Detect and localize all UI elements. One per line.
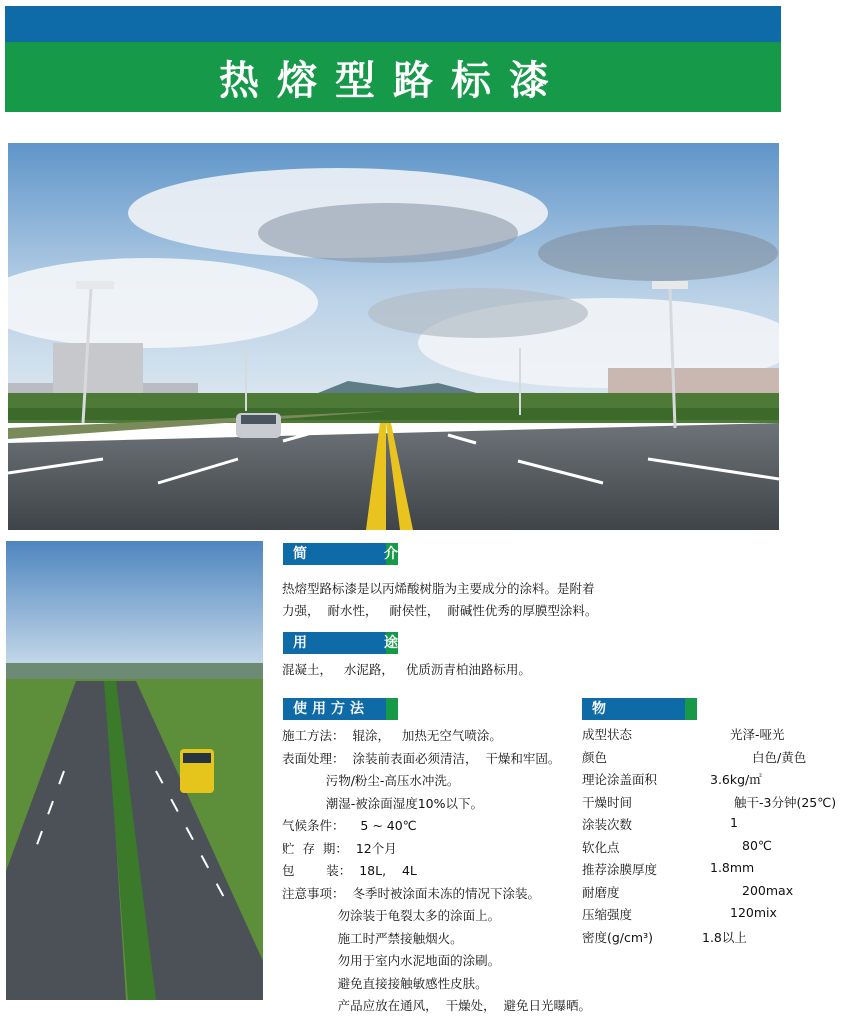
prop-value: 光泽-哑光 — [730, 727, 785, 742]
props-row — [582, 905, 832, 928]
method-line: 潮湿-被涂面湿度10%以下。 — [282, 795, 484, 811]
props-row — [582, 770, 832, 793]
prop-key: 压缩强度 — [582, 907, 633, 922]
prop-value: 触干-3分钟(25℃) — [734, 794, 837, 810]
method-line: 污物/粉尘-高压水冲洗。 — [282, 773, 460, 788]
prop-key: 涂装次数 — [582, 817, 633, 832]
method-line: 勿涂装于龟裂太多的涂面上。 — [282, 908, 501, 923]
props-table — [582, 725, 837, 950]
method-list — [282, 725, 591, 1018]
method-line: 产品应放在通风， 干燥处， 避免日光曝晒。 — [282, 998, 592, 1013]
intro-heading-tail: 介 — [384, 546, 398, 562]
method-line: 贮 存 期： 12个月 — [282, 840, 397, 856]
prop-value: 200max — [742, 882, 794, 898]
intro-heading-label: 简 — [293, 546, 307, 562]
usage-heading-tail: 途 — [384, 635, 398, 651]
usage-heading — [283, 632, 398, 654]
method-line: 施工时严禁接触烟火。 — [282, 930, 463, 946]
props-heading-label: 物 — [592, 701, 606, 717]
props-row — [582, 838, 832, 861]
props-heading — [582, 698, 697, 720]
intro-text-2: 力强， 耐水性， 耐侯性， 耐碱性优秀的厚膜型涂料。 — [282, 603, 598, 618]
prop-key: 软化点 — [582, 839, 620, 855]
props-row — [582, 748, 832, 771]
method-line: 注意事项： 冬季时被涂面未冻的情况下涂装。 — [282, 885, 540, 901]
prop-value: 1 — [730, 815, 738, 830]
prop-value: 3.6kg/㎡ — [710, 772, 762, 787]
intro-heading — [283, 543, 398, 565]
props-row — [582, 793, 837, 816]
method-line: 气候条件： 5 ~ 40℃ — [282, 818, 417, 833]
method-line: 施工方法： 辊涂， 加热无空气喷涂。 — [282, 728, 502, 743]
props-row — [582, 860, 832, 883]
prop-key: 耐磨度 — [582, 884, 620, 900]
method-heading — [283, 698, 398, 720]
highway-photo — [8, 143, 779, 530]
method-line: 表面处理： 涂装前表面必须清洁， 干燥和牢固。 — [282, 750, 561, 766]
page-title: 热熔型路标漆 — [219, 56, 567, 104]
props-row — [582, 815, 832, 838]
prop-value: 1.8以上 — [702, 929, 747, 945]
prop-value: 白色/黄色 — [752, 749, 807, 765]
prop-key: 颜色 — [582, 749, 608, 765]
expressway-photo — [6, 541, 263, 1000]
method-line: 勿用于室内水泥地面的涂刷。 — [282, 953, 501, 968]
method-heading-label: 使用方法 — [293, 701, 369, 717]
prop-key: 密度(g/cm³) — [582, 929, 653, 945]
prop-value: 80℃ — [742, 837, 772, 853]
usage-text: 混凝土， 水泥路， 优质沥青柏油路标用。 — [282, 662, 531, 677]
props-row — [582, 883, 832, 906]
method-line: 避免直接接触敏感性皮肤。 — [282, 975, 488, 991]
prop-value: 1.8mm — [710, 860, 755, 875]
prop-key: 成型状态 — [582, 727, 633, 742]
prop-key: 干燥时间 — [582, 794, 633, 810]
header-green-band — [5, 42, 781, 112]
prop-key: 推荐涂膜厚度 — [582, 862, 658, 877]
prop-value: 120mix — [730, 905, 777, 920]
prop-key: 理论涂盖面积 — [582, 772, 658, 787]
intro-text-1: 热熔型路标漆是以丙烯酸树脂为主要成分的涂料。是附着 — [282, 581, 595, 596]
method-line: 包 装： 18L, 4L — [282, 863, 417, 878]
header-blue-band — [5, 6, 781, 42]
usage-heading-label: 用 — [293, 635, 307, 651]
props-row — [582, 725, 832, 748]
props-row — [582, 928, 832, 951]
